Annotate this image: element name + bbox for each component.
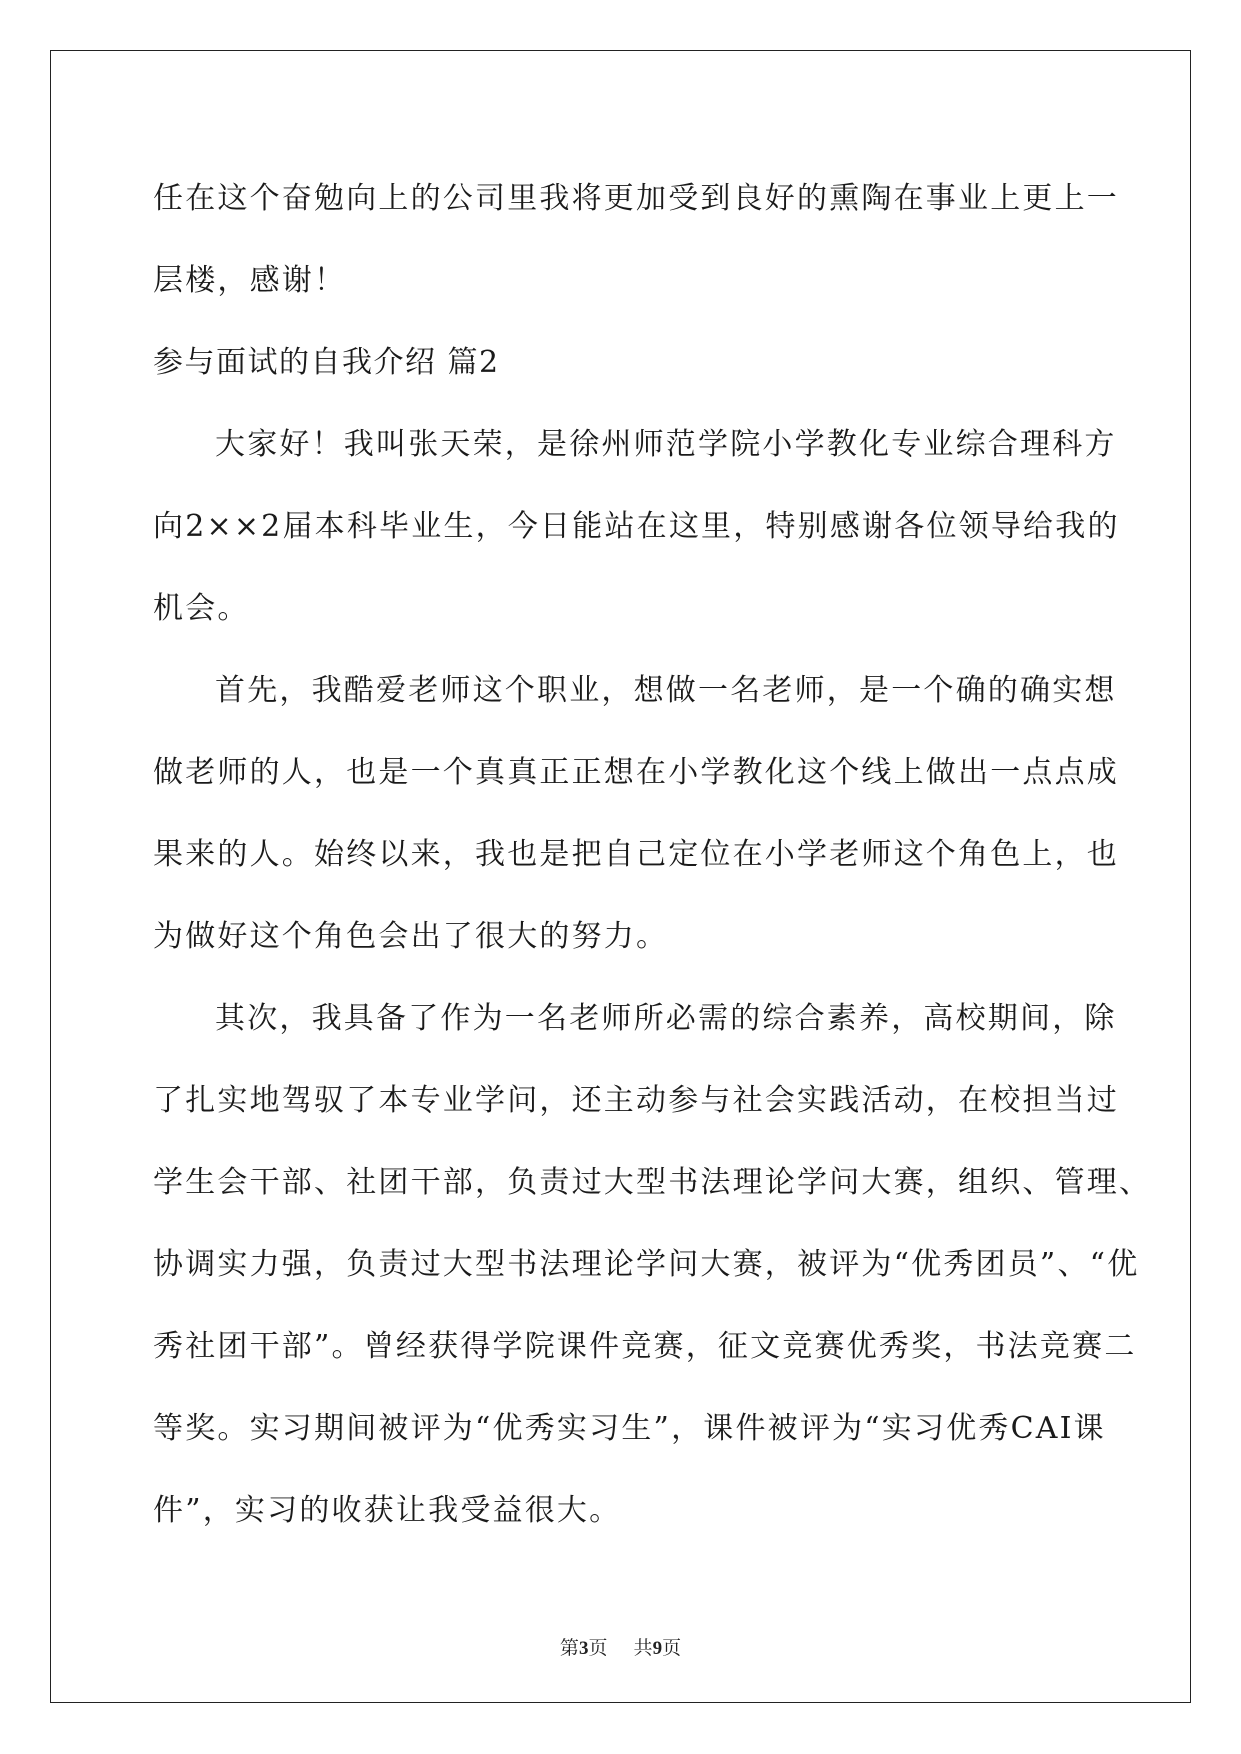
paragraph-first-line: 大家好！我叫张天荣，是徐州师范学院小学教化专业综合理科方 <box>215 427 1117 462</box>
paragraph-first-line: 首先，我酷爱老师这个职业，想做一名老师，是一个确的确实想 <box>215 673 1117 708</box>
text-line: 层楼，感谢！ <box>153 263 347 298</box>
text-line: 任在这个奋勉向上的公司里我将更加受到良好的熏陶在事业上更上一 <box>153 181 1119 216</box>
document-body <box>153 158 1152 1552</box>
text-line: 了扎实地驾驭了本专业学问，还主动参与社会实践活动，在校担当过 <box>153 1083 1119 1118</box>
text-line: 果来的人。始终以来，我也是把自己定位在小学老师这个角色上，也 <box>153 837 1119 872</box>
text-line: 协调实力强，负责过大型书法理论学问大赛，被评为“优秀团员”、“优 <box>153 1247 1140 1282</box>
total-suffix: 页 <box>662 1637 682 1659</box>
text-line: 为做好这个角色会出了很大的努力。 <box>153 919 669 954</box>
text-line: 学生会干部、社团干部，负责过大型书法理论学问大赛，组织、管理、 <box>153 1165 1152 1200</box>
text-line: 做老师的人，也是一个真真正正想在小学教化这个线上做出一点点成 <box>153 755 1119 790</box>
total-prefix: 共 <box>633 1637 653 1659</box>
page-suffix: 页 <box>588 1637 608 1659</box>
text-line: 秀社团干部”。曾经获得学院课件竞赛，征文竞赛优秀奖，书法竞赛二 <box>153 1329 1137 1364</box>
text-line: 机会。 <box>153 591 250 626</box>
section-heading: 参与面试的自我介绍 篇2 <box>153 345 500 380</box>
paragraph-first-line: 其次，我具备了作为一名老师所必需的综合素养，高校期间，除 <box>215 1001 1117 1036</box>
text-line: 等奖。实习期间被评为“优秀实习生”，课件被评为“实习优秀CAI课 <box>153 1411 1106 1446</box>
total-page-count: 9 <box>652 1638 663 1659</box>
current-page-number: 3 <box>578 1638 589 1659</box>
page-prefix: 第 <box>559 1637 579 1659</box>
text-line: 件”，实习的收获让我受益很大。 <box>153 1493 622 1528</box>
page-footer <box>0 1633 1241 1660</box>
text-line: 向2××2届本科毕业生，今日能站在这里，特别感谢各位领导给我的 <box>153 509 1120 544</box>
